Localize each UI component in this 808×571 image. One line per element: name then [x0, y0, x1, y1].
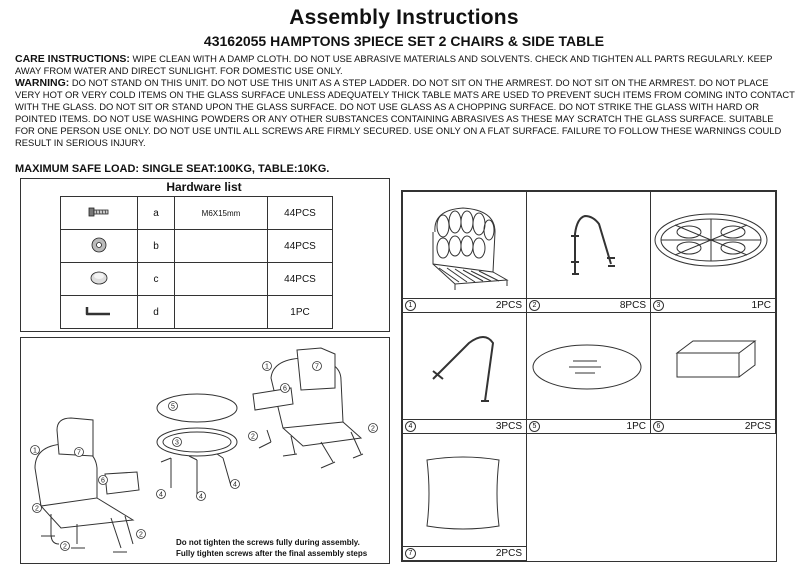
callout: 4: [199, 493, 203, 501]
cap-icon: [61, 263, 138, 296]
part-caption: [403, 298, 526, 312]
max-load: MAXIMUM SAFE LOAD: SINGLE SEAT:100KG, TABLE:10KG.: [15, 163, 330, 175]
hardware-row: [61, 296, 333, 329]
hardware-row: [61, 263, 333, 296]
part-qty: 8PCS: [619, 300, 646, 311]
part-caption: [403, 546, 526, 560]
assembly-note: [176, 537, 367, 559]
instructions-text: [15, 53, 795, 149]
part-cell: [402, 433, 527, 561]
part-caption: [651, 298, 775, 312]
part-cell: [402, 312, 527, 434]
hardware-letter: d: [138, 296, 175, 329]
part-number: 1: [405, 300, 416, 311]
callout: 4: [233, 481, 237, 489]
hardware-qty: 1PC: [268, 296, 333, 329]
part-caption: [403, 419, 526, 433]
warning-label: WARNING:: [15, 77, 70, 89]
callout: 7: [315, 363, 319, 371]
part-number: 3: [653, 300, 664, 311]
callout: 2: [251, 433, 255, 441]
hardware-letter: c: [138, 263, 175, 296]
callout: 2: [139, 531, 143, 539]
assembly-note-line1: Do not tighten the screws fully during assembly.: [176, 538, 360, 547]
hardware-title: Hardware list: [166, 180, 242, 194]
callout: 7: [77, 449, 81, 457]
document-title: Assembly Instructions: [289, 6, 519, 29]
callout: 1: [265, 363, 269, 371]
callout: 2: [35, 505, 39, 513]
part-cell: [650, 191, 776, 313]
part-caption: [651, 419, 775, 433]
callout: 4: [159, 491, 163, 499]
parts-list: [401, 190, 777, 562]
hardware-spec: [175, 230, 268, 263]
hardware-letter: a: [138, 197, 175, 230]
part-cell: [526, 312, 651, 434]
back-cushion-icon: [403, 434, 526, 546]
callout: 2: [371, 425, 375, 433]
part-cell: [526, 191, 651, 313]
hardware-spec: [175, 263, 268, 296]
warning-text: DO NOT STAND ON THIS UNIT. DO NOT USE THIS UNIT AS A STEP LADDER. DO NOT SIT ON THE ARMREST. DO NOT SIT ON THE ARMREST. DO NOT PLACE VERY HOT OR VERY COLD ITEMS ON THE GLASS SURFACE UNLESS ADEQUATELY THICK TABLE MATS ARE USED TO PREVENT SUCH ITEMS FROM COMING INTO CONTACT WITH THE GLASS. DO NOT SIT OR STAND UPON THE GLASS SURFACE. DO NOT USE GLASS AS A CHOPPING SURFACE. DO NOT STRIKE THE GLASS WITH HARD OR POINTED ITEMS. DO NOT USE WASHING POWDERS OR ANY OTHER SUBSTANCES CONTAINING ABRASIVES AS THESE MAY SCRATCH THE GLASS SURFACE. SUITABLE FOR ONE PERSON USE ONLY. DO NOT USE UNTIL ALL SCREWS ARE FIRMLY SECURED. USE ONLY ON A FLAT SURFACE. FAILURE TO FOLLOW THESE WARNINGS COULD RESULT IN SERIOUS INJURY.: [15, 77, 795, 148]
washer-icon: [61, 230, 138, 263]
part-caption: [527, 298, 650, 312]
part-qty: 1PC: [626, 421, 646, 432]
table-leg-icon: [403, 313, 526, 419]
screw-icon: [61, 197, 138, 230]
part-qty: 3PCS: [495, 421, 522, 432]
part-number: 2: [529, 300, 540, 311]
callout: 6: [283, 385, 287, 393]
hardware-spec: [175, 296, 268, 329]
part-number: 4: [405, 421, 416, 432]
seat-cushion-icon: [651, 313, 775, 419]
hardware-row: [61, 197, 333, 230]
part-qty: 2PCS: [495, 300, 522, 311]
part-number: 7: [405, 548, 416, 559]
leg-icon: [527, 192, 650, 298]
allen-key-icon: [61, 296, 138, 329]
hardware-spec: M6X15mm: [175, 197, 268, 230]
glass-top-icon: [527, 313, 650, 419]
hardware-table: [60, 196, 333, 329]
document-subtitle: 43162055 HAMPTONS 3PIECE SET 2 CHAIRS & SIDE TABLE: [203, 33, 605, 49]
part-number: 5: [529, 421, 540, 432]
table-frame-icon: [651, 192, 775, 298]
callout: 5: [171, 403, 175, 411]
part-qty: 2PCS: [744, 421, 771, 432]
part-number: 6: [653, 421, 664, 432]
hardware-letter: b: [138, 230, 175, 263]
part-cell: [402, 191, 527, 313]
hardware-qty: 44PCS: [268, 230, 333, 263]
callout: 2: [63, 543, 67, 551]
exploded-view-illustration: [21, 338, 389, 563]
assembly-note-line2: Fully tighten screws after the final assembly steps: [176, 549, 368, 558]
care-label: CARE INSTRUCTIONS:: [15, 53, 130, 65]
part-qty: 2PCS: [495, 548, 522, 559]
callout: 3: [175, 439, 179, 447]
part-qty: 1PC: [751, 300, 771, 311]
hardware-qty: 44PCS: [268, 263, 333, 296]
part-cell: [650, 312, 776, 434]
chair-frame-icon: [403, 192, 526, 298]
assembly-diagram: [20, 337, 390, 564]
part-caption: [527, 419, 650, 433]
callout: 6: [101, 477, 105, 485]
hardware-row: [61, 230, 333, 263]
callout: 1: [33, 447, 37, 455]
care-text: WIPE CLEAN WITH A DAMP CLOTH. DO NOT USE ABRASIVE MATERIALS AND SOLVENTS. CHECK AND TIGHTEN ALL PARTS REGULARLY. KEEP AWAY FROM WATER AND DIRECT SUNLIGHT. FOR DOMESTIC USE ONLY.: [15, 53, 773, 76]
hardware-qty: 44PCS: [268, 197, 333, 230]
